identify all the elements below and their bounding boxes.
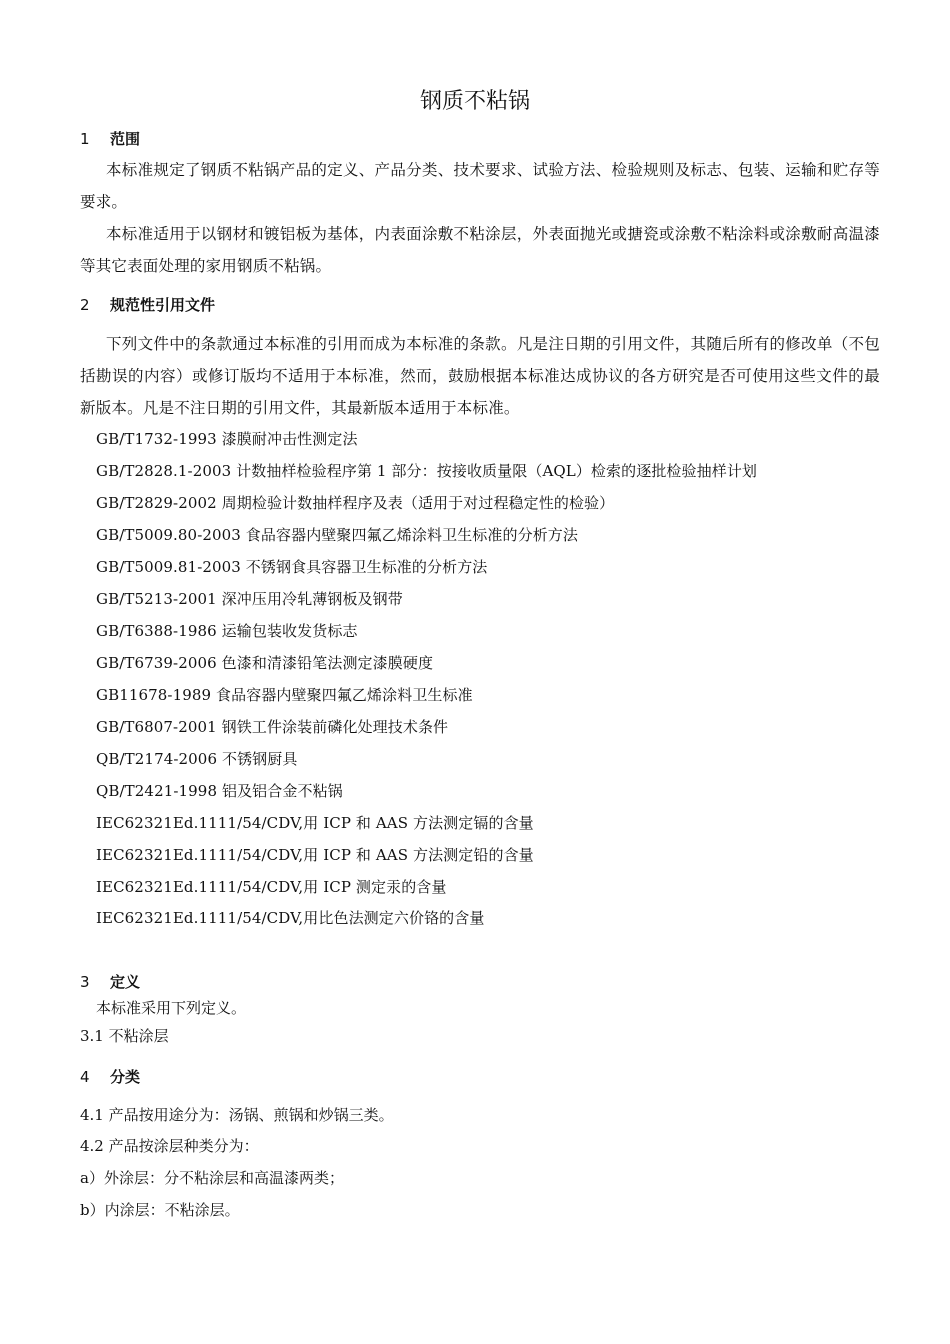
classification-item: 4.1 产品按用途分为：汤锅、煎锅和炒锅三类。 <box>80 1106 394 1124</box>
reference-item: IEC62321Ed.1111/54/CDV,用 ICP 和 AAS 方法测定镉的含量 <box>96 814 534 832</box>
definition-item: 3.1 不粘涂层 <box>80 1027 169 1045</box>
reference-item: GB/T1732-1993 漆膜耐冲击性测定法 <box>96 430 358 448</box>
section-1-paragraph-2: 本标准适用于以钢材和镀铝板为基体，内表面涂敷不粘涂层，外表面抛光或搪瓷或涂敷不粘涂料或涂敷耐高温漆等其它表面处理的家用钢质不粘锅。 <box>80 225 880 275</box>
section-title: 分类 <box>110 1068 141 1086</box>
classification-subitem: b）内涂层：不粘涂层。 <box>80 1201 240 1219</box>
document-title: 钢质不粘锅 <box>419 89 530 114</box>
section-3-heading <box>80 971 140 993</box>
reference-item: GB/T2828.1-2003 计数抽样检验程序第 1 部分：按接收质量限（AQL）检索的逐批检验抽样计划 <box>96 462 758 480</box>
section-4-heading <box>80 1066 140 1088</box>
classification-subitem: a）外涂层：分不粘涂层和高温漆两类； <box>80 1169 344 1187</box>
section-title: 定义 <box>110 973 141 991</box>
section-number: 1 <box>80 130 90 148</box>
reference-item: QB/T2174-2006 不锈钢厨具 <box>96 750 298 768</box>
section-2-paragraph: 下列文件中的条款通过本标准的引用而成为本标准的条款。凡是注日期的引用文件，其随后所有的修改单（不包括勘误的内容）或修订版均不适用于本标准，然而，鼓励根据本标准达成协议的各方研究是否可使用这些文件的最新版本。凡是不注日期的引用文件，其最新版本适用于本标准。 <box>80 335 880 417</box>
reference-item: GB/T5009.80-2003 食品容器内壁聚四氟乙烯涂料卫生标准的分析方法 <box>96 526 579 544</box>
reference-item: IEC62321Ed.1111/54/CDV,用比色法测定六价铬的含量 <box>96 909 485 927</box>
section-title: 范围 <box>110 130 141 148</box>
classification-item: 4.2 产品按涂层种类分为： <box>80 1137 259 1155</box>
reference-item: GB/T6739-2006 色漆和清漆铅笔法测定漆膜硬度 <box>96 654 434 672</box>
reference-item: QB/T2421-1998 铝及铝合金不粘锅 <box>96 782 343 800</box>
reference-item: IEC62321Ed.1111/54/CDV,用 ICP 测定汞的含量 <box>96 878 447 896</box>
reference-item: GB/T6807-2001 钢铁工件涂装前磷化处理技术条件 <box>96 718 449 736</box>
reference-item: GB11678-1989 食品容器内壁聚四氟乙烯涂料卫生标准 <box>96 686 473 704</box>
reference-item: GB/T2829-2002 周期检验计数抽样程序及表（适用于对过程稳定性的检验） <box>96 494 615 512</box>
section-2-heading <box>80 294 215 316</box>
section-number: 4 <box>80 1068 90 1086</box>
section-number: 3 <box>80 973 90 991</box>
section-1-heading <box>80 128 140 150</box>
reference-item: GB/T6388-1986 运输包装收发货标志 <box>96 622 358 640</box>
section-number: 2 <box>80 296 90 314</box>
reference-item: GB/T5009.81-2003 不锈钢食具容器卫生标准的分析方法 <box>96 558 488 576</box>
reference-item: IEC62321Ed.1111/54/CDV,用 ICP 和 AAS 方法测定铅的含量 <box>96 846 534 864</box>
reference-item: GB/T5213-2001 深冲压用冷轧薄钢板及钢带 <box>96 590 403 608</box>
section-title: 规范性引用文件 <box>110 296 216 314</box>
section-1-paragraph-1: 本标准规定了钢质不粘锅产品的定义、产品分类、技术要求、试验方法、检验规则及标志、包装、运输和贮存等要求。 <box>80 161 880 211</box>
section-3-intro: 本标准采用下列定义。 <box>96 999 247 1017</box>
